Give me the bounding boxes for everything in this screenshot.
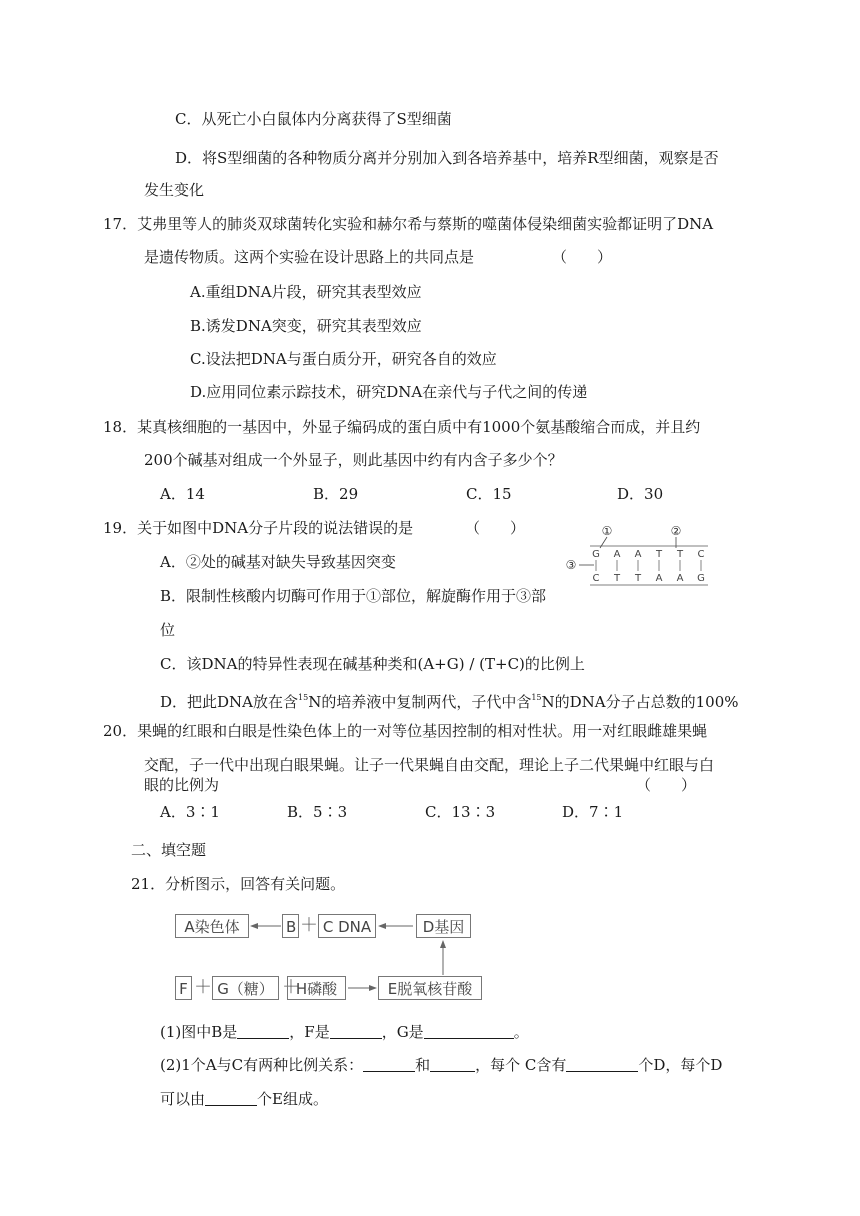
bottom-strand-base: A xyxy=(676,573,684,584)
q17-stem-line2: 是遗传物质。这两个实验在设计思路上的共同点是 xyxy=(144,248,475,266)
q20-stem-line1: 20．果蝇的红眼和白眼是性染色体上的一对等位基因控制的相对性状。用一对红眼雌雄果蝇 xyxy=(103,722,708,740)
bottom-strand-base: T xyxy=(613,573,621,584)
q20-stem-line2: 交配，子一代中出现白眼果蝇。让子一代果蝇自由交配，理论上子二代果蝇中红眼与白 xyxy=(144,756,715,774)
q19-stem: 19．关于如图中DNA分子片段的说法错误的是 xyxy=(103,519,414,537)
q18-option-c: C．15 xyxy=(466,485,512,503)
q19-answer-paren: （ ） xyxy=(465,519,526,537)
q18-option-a: A．14 xyxy=(160,485,205,503)
box-h-phosphate: H磷酸 xyxy=(287,976,346,1000)
q20-answer-paren: （ ） xyxy=(636,776,697,794)
q20-stem-line3: 眼的比例为 xyxy=(144,776,220,794)
bottom-strand-base: G xyxy=(697,573,705,584)
top-strand-base: A xyxy=(613,549,621,560)
box-b: B xyxy=(282,914,299,938)
q21-sub2-line2: 可以由 个E组成。 xyxy=(160,1090,328,1108)
top-strand-base: T xyxy=(676,549,684,560)
q20-option-a: A．3∶1 xyxy=(160,803,220,821)
q20-option-d: D．7∶1 xyxy=(562,803,624,821)
label-2: ② xyxy=(670,524,682,538)
q21-sub2-line1: (2)1个A与C有两种比例关系： 和 ，每个 C含有 个D，每个D xyxy=(160,1056,723,1074)
bottom-strand-base: C xyxy=(592,573,600,584)
q16-option-c: C．从死亡小白鼠体内分离获得了S型细菌 xyxy=(175,110,452,128)
diagram-arrows xyxy=(170,905,490,1005)
blank-e-count[interactable] xyxy=(205,1091,257,1106)
bottom-strand-base: A xyxy=(655,573,663,584)
q17-stem-line1: 17．艾弗里等人的肺炎双球菌转化实验和赫尔希与蔡斯的噬菌体侵染细菌实验都证明了DNA xyxy=(103,215,714,233)
label-3: ③ xyxy=(565,558,577,572)
top-strand-base: C xyxy=(697,549,705,560)
box-f: F xyxy=(175,976,192,1000)
q17-option-a: A.重组DNA片段，研究其表型效应 xyxy=(190,283,422,301)
bottom-strand-base: T xyxy=(634,573,642,584)
plus-sign: ＋ xyxy=(282,977,300,998)
box-d-gene: D基因 xyxy=(416,914,471,938)
q18-option-b: B．29 xyxy=(313,485,359,503)
box-e-deoxynucleotide: E脱氧核苷酸 xyxy=(378,976,482,1000)
section-title: 二、填空题 xyxy=(131,841,207,859)
box-c-dna: C DNA xyxy=(318,914,376,938)
q17-option-c: C.设法把DNA与蛋白质分开，研究各自的效应 xyxy=(190,350,497,368)
q19-option-b-line2: 位 xyxy=(160,621,176,639)
label-1: ① xyxy=(601,524,613,538)
dna-fragment-figure xyxy=(560,522,720,592)
q21-stem: 21．分析图示，回答有关问题。 xyxy=(131,875,346,893)
q16-option-d-line2: 发生变化 xyxy=(144,181,205,199)
top-strand-base: T xyxy=(655,549,663,560)
q16-option-d-line1: D．将S型细菌的各种物质分离并分别加入到各培养基中，培养R型细菌，观察是否 xyxy=(175,149,719,167)
q17-option-d: D.应用同位素示踪技术，研究DNA在亲代与子代之间的传递 xyxy=(190,383,588,401)
blank-b[interactable] xyxy=(237,1024,289,1039)
blank-ratio-2[interactable] xyxy=(430,1057,475,1072)
blank-ratio-1[interactable] xyxy=(363,1057,415,1072)
q18-option-d: D．30 xyxy=(617,485,664,503)
blank-f[interactable] xyxy=(330,1024,382,1039)
blank-g[interactable] xyxy=(424,1024,514,1039)
top-strand-base: G xyxy=(592,549,600,560)
plus-sign: ＋ xyxy=(194,977,212,998)
q17-answer-paren: （ ） xyxy=(552,248,613,266)
blank-d-count[interactable] xyxy=(566,1057,638,1072)
q19-option-d: D．把此DNA放在含$^{15}$N的培养液中复制两代，子代中含$^{15}$N的DNA分子占总数的100% xyxy=(160,693,739,711)
q17-option-b: B.诱发DNA突变，研究其表型效应 xyxy=(190,317,422,335)
q20-option-b: B．5∶3 xyxy=(287,803,348,821)
plus-sign: ＋ xyxy=(300,915,318,936)
box-g-sugar: G（糖） xyxy=(212,976,279,1000)
q18-stem-line2: 200个碱基对组成一个外显子，则此基因中约有内含子多少个？ xyxy=(144,451,563,469)
q21-sub1: (1)图中B是 ，F是 ，G是 。 xyxy=(160,1023,529,1041)
q19-option-a: A．②处的碱基对缺失导致基因突变 xyxy=(160,553,396,571)
box-a-chromosome: A染色体 xyxy=(175,914,249,938)
q19-option-b-line1: B．限制性核酸内切酶可作用于①部位，解旋酶作用于③部 xyxy=(160,587,547,605)
top-strand-base: A xyxy=(634,549,642,560)
q20-option-c: C．13∶3 xyxy=(425,803,496,821)
q19-option-c: C．该DNA的特异性表现在碱基种类和(A+G) / (T+C)的比例上 xyxy=(160,655,585,673)
q18-stem-line1: 18．某真核细胞的一基因中，外显子编码成的蛋白质中有1000个氨基酸缩合而成，并且约 xyxy=(103,418,701,436)
